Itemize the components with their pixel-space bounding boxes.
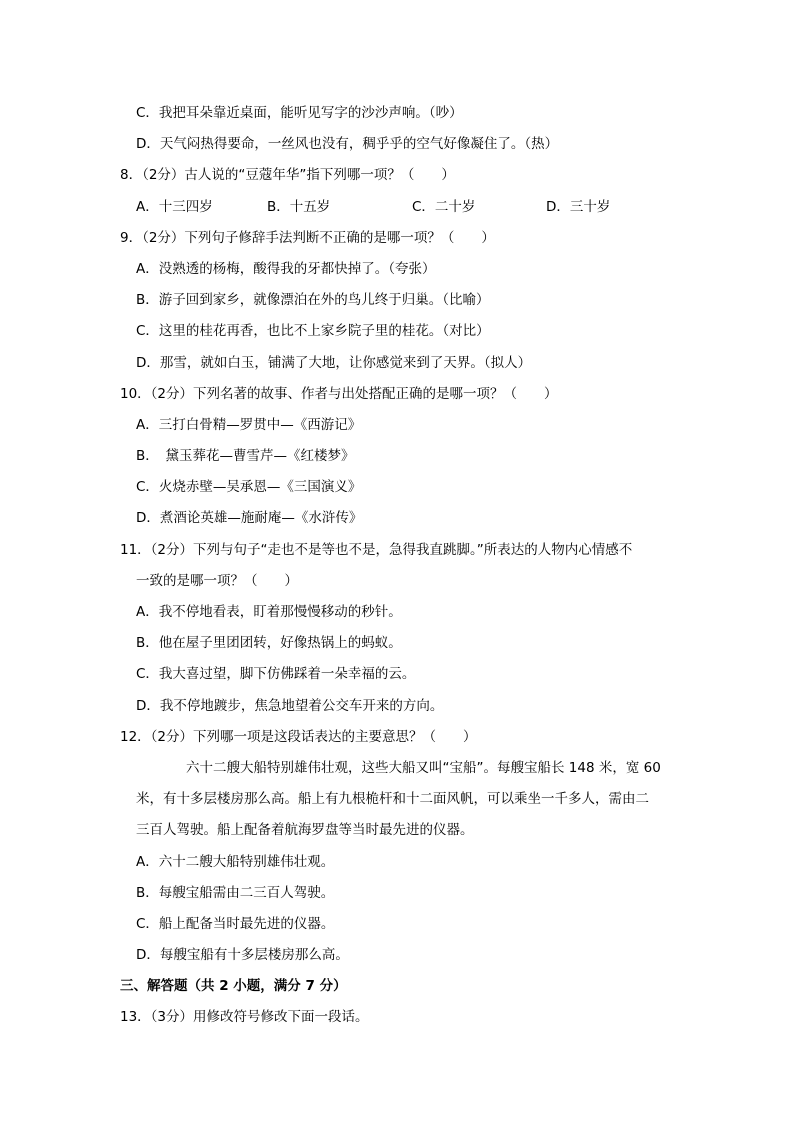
q10-option-d: D．煮酒论英雄—施耐庵—《水浒传》 xyxy=(136,510,363,527)
q8-stem: 8．（2分）古人说的“豆蔻年华”指下列哪一项？（ ） xyxy=(120,167,455,184)
q12-passage-line: 六十二艘大船特别雄伟壮观，这些大船又叫“宝船”。每艘宝船长 148 米，宽 60 xyxy=(186,759,661,776)
q11-stem: 11．（2分）下列与句子“走也不是等也不是，急得我直跳脚。”所表达的人物内心情感不 xyxy=(120,541,633,558)
q7-option-c: C．我把耳朵靠近桌面，能听见写字的沙沙声响。（吵） xyxy=(136,105,463,121)
document-content xyxy=(120,98,690,1034)
q11-option-c: C．我大喜过望，脚下仿佛踩着一朵幸福的云。 xyxy=(136,666,416,683)
q10-option-a: A．三打白骨精—罗贯中—《西游记》 xyxy=(136,416,362,433)
q9-option-a: A．没熟透的杨梅，酸得我的牙都快掉了。（夸张） xyxy=(136,260,436,277)
q8-option-c: C．二十岁 xyxy=(412,198,476,215)
q12-option-b: B．每艘宝船需由二三百人驾驶。 xyxy=(136,884,335,901)
q11-option-a: A．我不停地看表，盯着那慢慢移动的秒针。 xyxy=(136,604,402,620)
q7-option-d: D．天气闷热得要命，一丝风也没有，稠乎乎的空气好像凝住了。（热） xyxy=(136,136,559,153)
q11-option-d: D．我不停地踱步，焦急地望着公交车开来的方向。 xyxy=(136,697,444,714)
q8-option-d: D．三十岁 xyxy=(546,198,611,215)
q9-option-c: C．这里的桂花再香，也比不上家乡院子里的桂花。（对比） xyxy=(136,323,490,340)
q8-options xyxy=(120,192,690,223)
q8-option-a: A．十三四岁 xyxy=(136,198,213,215)
q9-option-b: B．游子回到家乡，就像漂泊在外的鸟儿终于归巢。（比喻） xyxy=(136,292,490,309)
q12-option-d: D．每艘宝船有十多层楼房那么高。 xyxy=(136,947,349,964)
q10-stem: 10．（2分）下列名著的故事、作者与出处搭配正确的是哪一项？（ ） xyxy=(120,385,558,402)
q9-stem: 9．（2分）下列句子修辞手法判断不正确的是哪一项？（ ） xyxy=(120,229,495,246)
q9-option-d: D．那雪，就如白玉，铺满了大地，让你感觉来到了天界。（拟人） xyxy=(136,354,532,371)
q12-option-c: C．船上配备当时最先进的仪器。 xyxy=(136,915,335,932)
section-heading: 三、解答题（共 2 小题，满分 7 分） xyxy=(120,978,347,995)
q12-stem: 12．（2分）下列哪一项是这段话表达的主要意思？（ ） xyxy=(120,728,477,745)
q12-option-a: A．六十二艘大船特别雄伟壮观。 xyxy=(136,853,335,870)
q11-stem-continued: 一致的是哪一项？（ ） xyxy=(136,572,298,589)
q13-stem: 13．（3分）用修改符号修改下面一段话。 xyxy=(120,1009,369,1026)
q12-passage-line: 三百人驾驶。船上配备着航海罗盘等当时最先进的仪器。 xyxy=(136,822,474,839)
q10-option-c: C．火烧赤壁—吴承恩—《三国演义》 xyxy=(136,479,362,496)
q8-option-b: B．十五岁 xyxy=(267,198,331,215)
q12-passage-line: 米，有十多层楼房那么高。船上有九根桅杆和十二面风帆，可以乘坐一千多人，需由二 xyxy=(136,791,649,808)
q11-option-b: B．他在屋子里团团转，好像热锅上的蚂蚁。 xyxy=(136,635,402,652)
q10-option-b: B． 黛玉葬花—曹雪芹—《红楼梦》 xyxy=(136,448,355,465)
